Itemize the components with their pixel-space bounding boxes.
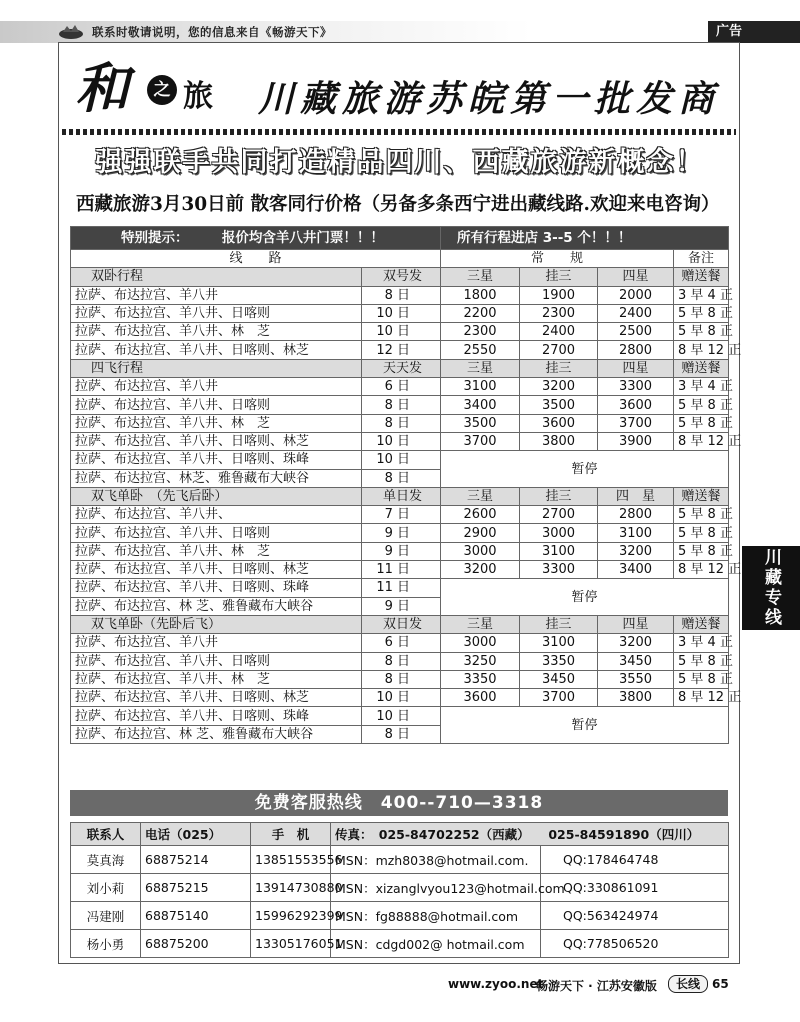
contact-mobile: 13851553556 — [251, 846, 331, 874]
section-frequency: 双日发 — [362, 615, 441, 633]
footer-site[interactable]: www.zyoo.net — [448, 977, 544, 991]
contact-phone: 68875214 — [141, 846, 251, 874]
section-column-label: 赠送餐 — [674, 268, 729, 286]
section-name: 双卧行程 — [71, 268, 362, 286]
paused-route-row — [71, 579, 729, 597]
paused-route-row — [71, 707, 729, 725]
route-row — [71, 286, 729, 304]
route-price: 3900 — [598, 432, 674, 450]
route-price: 3300 — [598, 378, 674, 396]
route-price: 2400 — [598, 304, 674, 322]
route-row — [71, 561, 729, 579]
route-meals: 5 早 8 正 — [674, 414, 729, 432]
section-column-label: 三星 — [441, 487, 520, 505]
contact-phone: 68875215 — [141, 874, 251, 902]
route-price: 2700 — [520, 506, 598, 524]
section-frequency: 单日发 — [362, 487, 441, 505]
section-column-label: 挂三 — [520, 487, 598, 505]
contacts-header-name: 联系人 — [71, 823, 141, 846]
route-days: 10 日 — [362, 707, 441, 725]
magazine-logo-icon — [58, 24, 84, 40]
route-price: 3450 — [520, 670, 598, 688]
hotline-banner: 免费客服热线 400--710—3318 — [70, 790, 728, 816]
route-days: 10 日 — [362, 432, 441, 450]
contact-msn: MSN：cdgd002@ hotmail.com — [331, 930, 541, 958]
section-column-label: 四星 — [598, 268, 674, 286]
route-name: 拉萨、布达拉宫、羊八井、日喀则、林芝 — [71, 561, 362, 579]
contact-mobile: 13914730880 — [251, 874, 331, 902]
contact-msn: MSN：xizanglvyou123@hotmail.com — [331, 874, 541, 902]
section-name: 四飞行程 — [71, 359, 362, 377]
header-note: 备注 — [674, 250, 729, 268]
route-days: 10 日 — [362, 304, 441, 322]
route-price: 3500 — [520, 396, 598, 414]
route-name: 拉萨、布达拉宫、羊八井、林 芝 — [71, 542, 362, 560]
route-price: 3200 — [441, 561, 520, 579]
route-meals: 8 早 12 正 — [674, 341, 729, 359]
route-price: 3100 — [520, 542, 598, 560]
route-name: 拉萨、布达拉宫、羊八井、林 芝 — [71, 414, 362, 432]
route-meals: 5 早 8 正 — [674, 670, 729, 688]
route-name: 拉萨、布达拉宫、羊八井、日喀则 — [71, 304, 362, 322]
route-days: 11 日 — [362, 561, 441, 579]
contact-row — [71, 846, 729, 874]
route-price: 3550 — [598, 670, 674, 688]
rate-body — [71, 268, 742, 744]
route-meals: 5 早 8 正 — [674, 542, 729, 560]
route-price: 3250 — [441, 652, 520, 670]
section-column-label: 赠送餐 — [674, 487, 729, 505]
paused-route-row — [71, 451, 729, 469]
route-name: 拉萨、布达拉宫、羊八井 — [71, 286, 362, 304]
route-meals: 5 早 8 正 — [674, 506, 729, 524]
section-column-label: 挂三 — [520, 359, 598, 377]
route-price: 3700 — [441, 432, 520, 450]
route-row — [71, 524, 729, 542]
section-frequency: 双号发 — [362, 268, 441, 286]
route-price: 2550 — [441, 341, 520, 359]
route-price: 3000 — [520, 524, 598, 542]
contacts-header-phone: 电话（025） — [141, 823, 251, 846]
contacts-header-row — [71, 823, 729, 846]
route-price: 1800 — [441, 286, 520, 304]
route-price: 3100 — [598, 524, 674, 542]
route-price: 3350 — [520, 652, 598, 670]
brand-logo — [75, 55, 255, 125]
route-meals: 5 早 8 正 — [674, 304, 729, 322]
paused-label: 暂停 — [441, 451, 729, 488]
route-days: 10 日 — [362, 689, 441, 707]
route-days: 10 日 — [362, 323, 441, 341]
route-price: 2300 — [441, 323, 520, 341]
table-header-row — [71, 250, 729, 268]
route-name: 拉萨、布达拉宫、羊八井、日喀则 — [71, 396, 362, 414]
route-row — [71, 414, 729, 432]
paused-label: 暂停 — [441, 707, 729, 744]
route-meals: 3 早 4 正 — [674, 286, 729, 304]
route-price: 3800 — [598, 689, 674, 707]
route-price: 3200 — [520, 378, 598, 396]
route-row — [71, 304, 729, 322]
slogan: 强强联手共同打造精品四川、西藏旅游新概念！ — [95, 147, 705, 178]
route-price: 2500 — [598, 323, 674, 341]
tip-ticket: 报价均含羊八井门票！！！ — [221, 229, 384, 246]
contact-mobile: 15996292399 — [251, 902, 331, 930]
section-name: 双飞单卧 （先飞后卧） — [71, 487, 362, 505]
route-days: 7 日 — [362, 506, 441, 524]
route-days: 8 日 — [362, 670, 441, 688]
section-column-label: 三星 — [441, 359, 520, 377]
route-meals: 3 早 4 正 — [674, 634, 729, 652]
route-price: 3600 — [598, 396, 674, 414]
section-column-label: 挂三 — [520, 615, 598, 633]
contacts-table — [70, 822, 729, 958]
contact-row — [71, 902, 729, 930]
contacts-header-mobile: 手 机 — [251, 823, 331, 846]
footer-section-chip: 长线 — [668, 975, 708, 993]
route-meals: 3 早 4 正 — [674, 378, 729, 396]
brand-he: 和 — [75, 56, 129, 120]
section-header-row — [71, 359, 729, 377]
section-column-label: 四星 — [598, 359, 674, 377]
route-row — [71, 689, 729, 707]
route-days: 12 日 — [362, 341, 441, 359]
route-price: 3400 — [441, 396, 520, 414]
route-days: 8 日 — [362, 286, 441, 304]
brand-lv: 旅 — [183, 79, 213, 114]
route-days: 9 日 — [362, 524, 441, 542]
contact-row — [71, 874, 729, 902]
route-price: 3600 — [441, 689, 520, 707]
route-days: 9 日 — [362, 597, 441, 615]
section-column-label: 三星 — [441, 615, 520, 633]
contact-phone: 68875140 — [141, 902, 251, 930]
route-days: 8 日 — [362, 652, 441, 670]
route-row — [71, 432, 729, 450]
route-name: 拉萨、布达拉宫、羊八井、日喀则、林芝 — [71, 341, 362, 359]
route-price: 2200 — [441, 304, 520, 322]
contacts-header-fax: 传真： 025-84702252（西藏） 025-84591890（四川） — [331, 823, 729, 846]
section-header-row — [71, 615, 729, 633]
route-row — [71, 396, 729, 414]
route-row — [71, 652, 729, 670]
route-price: 3100 — [441, 378, 520, 396]
section-column-label: 四 星 — [598, 487, 674, 505]
route-name: 拉萨、布达拉宫、羊八井 — [71, 634, 362, 652]
route-price: 2600 — [441, 506, 520, 524]
section-column-label: 三星 — [441, 268, 520, 286]
route-row — [71, 378, 729, 396]
route-days: 8 日 — [362, 396, 441, 414]
section-column-label: 四星 — [598, 615, 674, 633]
section-column-label: 赠送餐 — [674, 359, 729, 377]
route-price: 3000 — [441, 634, 520, 652]
contact-qq: QQ:330861091 — [541, 874, 729, 902]
section-column-label: 赠送餐 — [674, 615, 729, 633]
brand-zhi: 之 — [147, 75, 177, 105]
route-days: 10 日 — [362, 451, 441, 469]
route-price: 3000 — [441, 542, 520, 560]
route-price: 3300 — [520, 561, 598, 579]
route-name: 拉萨、布达拉宫、林芝、雅鲁藏布大峡谷 — [71, 469, 362, 487]
route-days: 8 日 — [362, 725, 441, 743]
route-price: 2800 — [598, 341, 674, 359]
contact-name: 冯建刚 — [71, 902, 141, 930]
contact-name: 刘小莉 — [71, 874, 141, 902]
header-route: 线 路 — [71, 250, 441, 268]
route-name: 拉萨、布达拉宫、羊八井、日喀则、林芝 — [71, 432, 362, 450]
route-meals: 5 早 8 正 — [674, 396, 729, 414]
contacts-body — [71, 846, 729, 958]
route-days: 9 日 — [362, 542, 441, 560]
contact-msn: MSN：mzh8038@hotmail.com. — [331, 846, 541, 874]
section-header-row — [71, 487, 729, 505]
route-meals: 8 早 12 正 — [674, 432, 729, 450]
route-name: 拉萨、布达拉宫、羊八井、 — [71, 506, 362, 524]
route-row — [71, 323, 729, 341]
section-column-label: 挂三 — [520, 268, 598, 286]
route-days: 8 日 — [362, 469, 441, 487]
route-meals: 8 早 12 正 — [674, 561, 729, 579]
contact-msn: MSN：fg88888@hotmail.com — [331, 902, 541, 930]
contact-name: 杨小勇 — [71, 930, 141, 958]
route-meals: 5 早 8 正 — [674, 524, 729, 542]
special-tip-row — [71, 227, 729, 250]
rate-table — [70, 226, 742, 744]
route-name: 拉萨、布达拉宫、羊八井、日喀则、林芝 — [71, 689, 362, 707]
ad-label: 广告 — [708, 21, 800, 43]
route-meals: 5 早 8 正 — [674, 323, 729, 341]
contact-mobile: 13305176051 — [251, 930, 331, 958]
route-price: 3400 — [598, 561, 674, 579]
route-price: 2000 — [598, 286, 674, 304]
route-days: 6 日 — [362, 378, 441, 396]
route-row — [71, 670, 729, 688]
route-name: 拉萨、布达拉宫、羊八井、日喀则、珠峰 — [71, 579, 362, 597]
route-days: 8 日 — [362, 414, 441, 432]
route-price: 3200 — [598, 634, 674, 652]
footer-magazine: 畅游天下 · 江苏安徽版 — [536, 979, 657, 993]
route-price: 3700 — [598, 414, 674, 432]
route-price: 2900 — [441, 524, 520, 542]
tip-shops: 所有行程进店 3--5 个！！！ — [457, 229, 632, 246]
route-name: 拉萨、布达拉宫、羊八井 — [71, 378, 362, 396]
route-price: 2300 — [520, 304, 598, 322]
dotted-divider — [62, 129, 736, 135]
route-name: 拉萨、布达拉宫、林 芝、雅鲁藏布大峡谷 — [71, 725, 362, 743]
contact-phone: 68875200 — [141, 930, 251, 958]
route-days: 11 日 — [362, 579, 441, 597]
header-normal: 常 规 — [441, 250, 674, 268]
price-subtitle: 西藏旅游3月30日前 散客同行价格（另备多条西宁进出藏线路.欢迎来电咨询） — [76, 194, 720, 215]
route-price: 3200 — [598, 542, 674, 560]
route-name: 拉萨、布达拉宫、羊八井、日喀则、珠峰 — [71, 451, 362, 469]
section-header-row — [71, 268, 729, 286]
route-price: 3500 — [441, 414, 520, 432]
route-price: 1900 — [520, 286, 598, 304]
headline: 川藏旅游苏皖第一批发商 — [258, 78, 721, 120]
route-price: 3350 — [441, 670, 520, 688]
route-name: 拉萨、布达拉宫、羊八井、日喀则 — [71, 652, 362, 670]
top-bar — [0, 21, 800, 43]
contact-note: 联系时敬请说明，您的信息来自《畅游天下》 — [92, 25, 332, 39]
contact-qq: QQ:778506520 — [541, 930, 729, 958]
page-number: 65 — [712, 977, 729, 991]
contact-row — [71, 930, 729, 958]
contact-qq: QQ:178464748 — [541, 846, 729, 874]
route-row — [71, 506, 729, 524]
route-name: 拉萨、布达拉宫、羊八井、日喀则、珠峰 — [71, 707, 362, 725]
route-price: 3700 — [520, 689, 598, 707]
side-tab: 川藏专线 — [742, 546, 800, 630]
route-price: 3100 — [520, 634, 598, 652]
route-name: 拉萨、布达拉宫、羊八井、日喀则 — [71, 524, 362, 542]
section-frequency: 天天发 — [362, 359, 441, 377]
route-price: 2700 — [520, 341, 598, 359]
section-name: 双飞单卧（先卧后飞） — [71, 615, 362, 633]
route-price: 2800 — [598, 506, 674, 524]
route-price: 3800 — [520, 432, 598, 450]
route-days: 6 日 — [362, 634, 441, 652]
contact-name: 莫真海 — [71, 846, 141, 874]
paused-label: 暂停 — [441, 579, 729, 616]
tip-label: 特别提示： — [121, 229, 189, 246]
route-row — [71, 341, 729, 359]
route-meals: 5 早 8 正 — [674, 652, 729, 670]
route-row — [71, 542, 729, 560]
route-row — [71, 634, 729, 652]
route-name: 拉萨、布达拉宫、羊八井、林 芝 — [71, 670, 362, 688]
route-price: 3450 — [598, 652, 674, 670]
contact-qq: QQ:563424974 — [541, 902, 729, 930]
route-meals: 8 早 12 正 — [674, 689, 729, 707]
route-price: 3600 — [520, 414, 598, 432]
route-name: 拉萨、布达拉宫、林 芝、雅鲁藏布大峡谷 — [71, 597, 362, 615]
route-price: 2400 — [520, 323, 598, 341]
route-name: 拉萨、布达拉宫、羊八井、林 芝 — [71, 323, 362, 341]
